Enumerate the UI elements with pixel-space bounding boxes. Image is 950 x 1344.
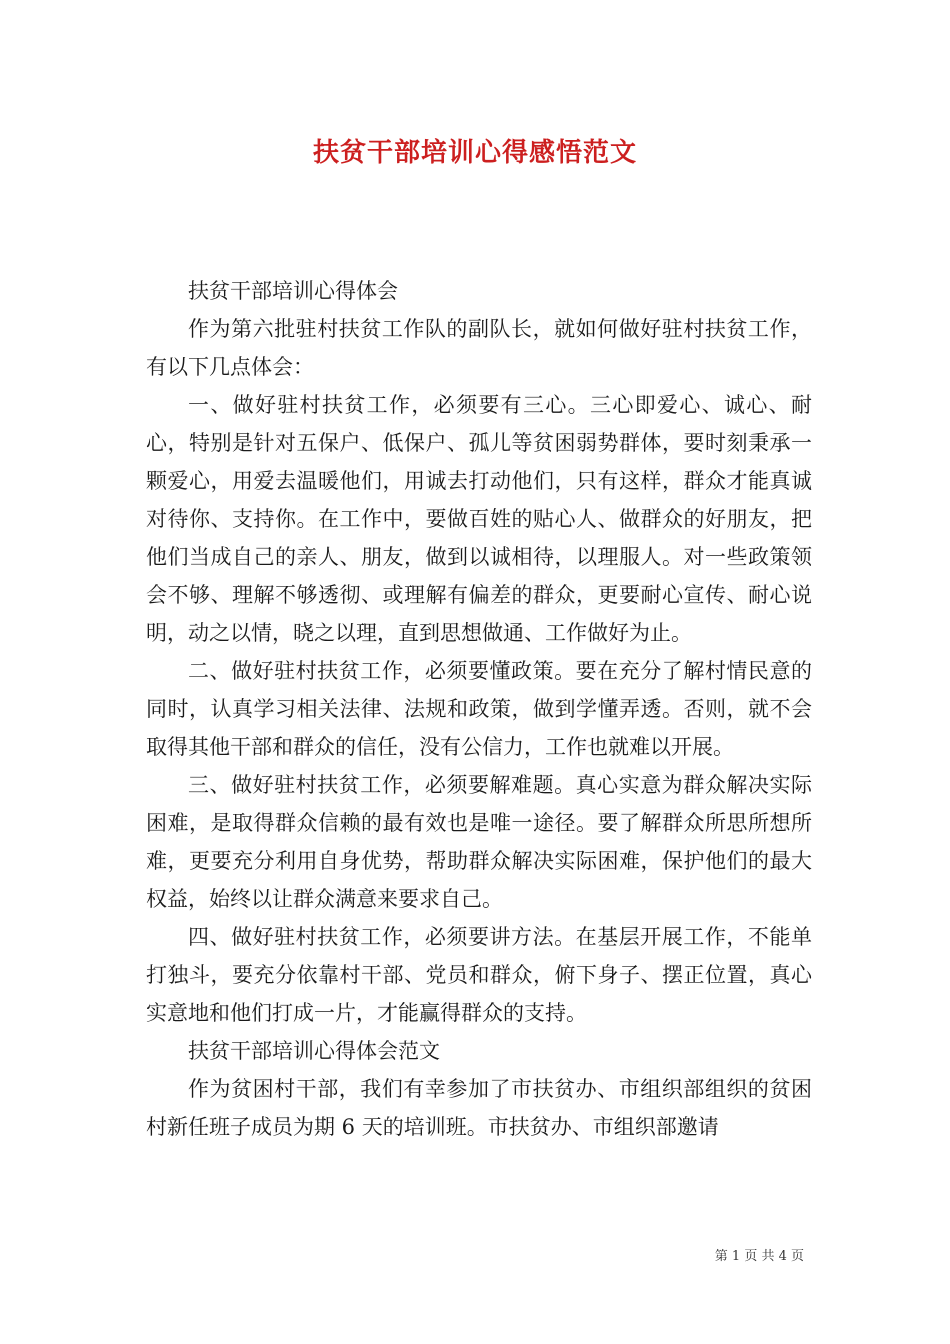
paragraph: 一、做好驻村扶贫工作，必须要有三心。三心即爱心、诚心、耐心，特别是针对五保户、低保户、孤儿等贫困弱势群体，要时刻秉承一颗爱心，用爱去温暖他们，用诚去打动他们，只有这样，群众才能真诚对待你、支持你。在工作中，要做百姓的贴心人、做群众的好朋友，把他们当成自己的亲人、朋友，做到以诚相待，以理服人。对一些政策领会不够、理解不够透彻、或理解有偏差的群众，更要耐心宣传、耐心说明，动之以情，晓之以理，直到思想做通、工作做好为止。 (146, 393, 812, 645)
page-title: 扶贫干部培训心得感悟范文 (312, 138, 637, 168)
section-heading: 扶贫干部培训心得体会 (188, 279, 398, 303)
paragraph: 作为贫困村干部，我们有幸参加了市扶贫办、市组织部组织的贫困村新任班子成员为期 6 天的培训班。市扶贫办、市组织部邀请 (146, 1077, 812, 1139)
page-number: 第 1 页 共 4 页 (714, 1249, 804, 1264)
paragraph: 二、做好驻村扶贫工作，必须要懂政策。要在充分了解村情民意的同时，认真学习相关法律、法规和政策，做到学懂弄透。否则，就不会取得其他干部和群众的信任，没有公信力，工作也就难以开展。 (146, 659, 812, 759)
paragraph: 四、做好驻村扶贫工作，必须要讲方法。在基层开展工作，不能单打独斗，要充分依靠村干部、党员和群众，俯下身子、摆正位置，真心实意地和他们打成一片，才能赢得群众的支持。 (146, 925, 812, 1025)
document-body (146, 272, 812, 1146)
paragraph: 三、做好驻村扶贫工作，必须要解难题。真心实意为群众解决实际困难，是取得群众信赖的最有效也是唯一途径。要了解群众所思所想所难，更要充分利用自身优势，帮助群众解决实际困难，保护他们的最大权益，始终以让群众满意来要求自己。 (146, 773, 812, 911)
paragraph: 作为第六批驻村扶贫工作队的副队长，就如何做好驻村扶贫工作，有以下几点体会： (146, 317, 812, 379)
section-heading: 扶贫干部培训心得体会范文 (188, 1039, 440, 1063)
